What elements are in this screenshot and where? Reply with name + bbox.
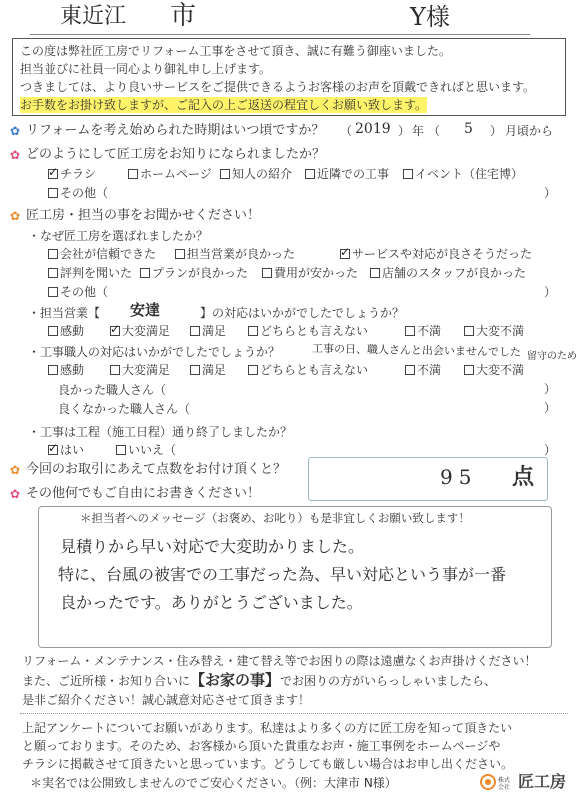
checkbox-icon[interactable] bbox=[248, 365, 258, 375]
logo-name: 匠工房 bbox=[518, 772, 567, 791]
divider bbox=[20, 713, 568, 714]
score-value[interactable]: 95 bbox=[440, 465, 478, 489]
craft-scale-very-satisfied[interactable]: 大変満足 bbox=[110, 363, 170, 377]
q2-option-other[interactable]: その他（ bbox=[48, 186, 108, 200]
footer1-line-3: 是非ご紹介ください！誠心誠意対応させて頂きます！ bbox=[22, 693, 311, 707]
checkbox-icon[interactable] bbox=[48, 365, 58, 375]
checkbox-icon[interactable] bbox=[48, 188, 58, 198]
q3-sub2-prefix: ・担当営業【 bbox=[28, 306, 101, 320]
schedule-no[interactable]: いいえ（ bbox=[116, 443, 176, 457]
q2-option-nearby[interactable]: 近隣での工事 bbox=[305, 167, 389, 181]
bad-craftsman-label: 良くなかった職人さん（ bbox=[58, 402, 191, 416]
company-logo-icon bbox=[480, 774, 496, 790]
checkbox-icon[interactable] bbox=[405, 365, 415, 375]
checkbox-icon[interactable] bbox=[464, 365, 474, 375]
checkbox-icon[interactable] bbox=[48, 326, 58, 336]
intro-line-4: お手数をお掛け致しますが、ご記入の上ご返送の程宜しくお願い致します。 bbox=[20, 98, 428, 112]
score-unit: 点 bbox=[512, 465, 535, 490]
location-name: 東近江 bbox=[60, 4, 127, 29]
craft-scale-satisfied[interactable]: 満足 bbox=[190, 363, 226, 377]
q3-reason-service[interactable]: ✓ サービスや対応が良さそうだった bbox=[340, 247, 532, 261]
q3-reason-staff[interactable]: 店舗のスタッフが良かった bbox=[370, 266, 526, 280]
flower-icon: ✿ bbox=[10, 124, 21, 138]
q4-label: 今回のお取引にあえて点数をお付け頂くと？ bbox=[26, 462, 287, 477]
sales-rep-name[interactable]: 安達 bbox=[130, 301, 161, 319]
checkbox-icon[interactable] bbox=[110, 365, 120, 375]
q1-month[interactable]: 5 bbox=[464, 121, 473, 137]
city-suffix: 市 bbox=[170, 1, 197, 31]
q3-sub4-label: ・工事は工程（施工日程）通り終了しましたか？ bbox=[28, 425, 293, 439]
q2-option-event[interactable]: イベント（住宅博） bbox=[403, 167, 523, 181]
q3-sub1-label: ・なぜ匠工房を選ばれましたか？ bbox=[28, 229, 209, 243]
q1-close-paren-month: ） bbox=[490, 124, 503, 138]
q2-option-referral[interactable]: 知人の紹介 bbox=[220, 167, 292, 181]
checkbox-icon[interactable] bbox=[190, 326, 200, 336]
checkbox-icon[interactable] bbox=[262, 268, 272, 278]
schedule-no-close: ） bbox=[544, 443, 557, 457]
intro-line-3: つきましては、より良いサービスをご提供できるようお客様のお声を頂戴できればと思います。 bbox=[20, 80, 536, 94]
q5-label: その他何でもご自由にお書きください！ bbox=[26, 486, 261, 501]
q1-open-paren: （ bbox=[340, 124, 353, 138]
footer2-line-1: 上記アンケートについてお願いがあります。私達はより多くの方に匠工房を知って頂きたい bbox=[22, 721, 513, 735]
flower-icon: ✿ bbox=[10, 463, 21, 477]
craft-scale-very-dissatisfied[interactable]: 大変不満 bbox=[464, 363, 524, 377]
intro-line-1: この度は弊社匠工房でリフォーム工事をさせて頂き、誠に有難う御座いました。 bbox=[20, 44, 451, 58]
q1-open-paren-month: （ bbox=[428, 124, 441, 138]
checkbox-checked-icon[interactable] bbox=[340, 249, 350, 259]
q3-reason-trust[interactable]: 会社が信頼できた bbox=[48, 247, 156, 261]
craftsman-note-2: 留守のため bbox=[527, 351, 577, 362]
checkbox-icon[interactable] bbox=[128, 169, 138, 179]
checkbox-icon[interactable] bbox=[116, 445, 126, 455]
q1-month-unit: 月頃から bbox=[505, 124, 554, 138]
q1-year[interactable]: 2019 bbox=[355, 121, 391, 137]
checkbox-checked-icon[interactable] bbox=[48, 445, 58, 455]
checkbox-icon[interactable] bbox=[220, 169, 230, 179]
flower-icon: ✿ bbox=[10, 209, 21, 223]
craft-scale-neutral[interactable]: どちらとも言えない bbox=[248, 363, 368, 377]
q2-other-close: ） bbox=[544, 186, 557, 200]
craft-scale-dissatisfied[interactable]: 不満 bbox=[405, 363, 441, 377]
intro-line-2: 担当並びに社員一同心より御礼申し上げます。 bbox=[20, 62, 272, 76]
craftsman-note: 工事の日、職人さんと出会いませんでした bbox=[311, 342, 522, 359]
q3-sub3-label: ・工事職人の対応はいかがでしたでしょうか？ bbox=[28, 345, 281, 359]
checkbox-icon[interactable] bbox=[48, 268, 58, 278]
q2-option-flyer[interactable]: ✓チラシ bbox=[48, 167, 96, 181]
schedule-yes[interactable]: ✓はい bbox=[48, 443, 84, 457]
header-underline bbox=[30, 34, 530, 35]
q3-label: 匠工房・担当の事をお聞かせください！ bbox=[26, 208, 261, 223]
footer2-line-2: と願っております。そのため、お客様から頂いた貴重なお声・施工事例をホームページや bbox=[22, 739, 501, 753]
checkbox-icon[interactable] bbox=[464, 326, 474, 336]
q3-reason-other[interactable]: その他（ bbox=[48, 285, 108, 299]
q3-reason-sales[interactable]: 担当営業が良かった bbox=[175, 247, 295, 261]
sales-scale-satisfied[interactable]: 満足 bbox=[190, 324, 226, 338]
checkbox-checked-icon[interactable] bbox=[110, 326, 120, 336]
sales-scale-moved[interactable]: 感動 bbox=[48, 324, 84, 338]
good-craftsman-label: 良かった職人さん（ bbox=[58, 383, 167, 397]
flower-icon: ✿ bbox=[10, 148, 21, 162]
bad-craftsman-close: ） bbox=[544, 401, 557, 415]
q1-close-paren: ） bbox=[398, 124, 411, 138]
checkbox-icon[interactable] bbox=[305, 169, 315, 179]
checkbox-checked-icon[interactable] bbox=[48, 169, 58, 179]
flower-icon: ✿ bbox=[10, 487, 21, 501]
customer-name: Y様 bbox=[410, 3, 450, 31]
checkbox-icon[interactable] bbox=[140, 268, 150, 278]
comment-line-1: 見積りから早い対応で大変助かりました。 bbox=[60, 537, 365, 556]
footer2-line-3: チラシに掲載させて頂きたいと思っています。どうしても厳しい場合はお申し出ください。 bbox=[22, 757, 514, 771]
sales-scale-very-dissatisfied[interactable]: 大変不満 bbox=[464, 324, 524, 338]
sales-scale-dissatisfied[interactable]: 不満 bbox=[405, 324, 441, 338]
footer2-line-4: ＊実名では公開致しませんのでご安心ください。（例：大津市 N様） bbox=[30, 776, 397, 790]
q1-year-unit: 年 bbox=[412, 124, 425, 138]
q1-label: リフォームを考え始められた時期はいつ頃ですか？ bbox=[26, 123, 325, 138]
comment-line-2: 特に、台風の被害での工事だった為、早い対応という事が一番 bbox=[58, 565, 507, 584]
sales-scale-neutral[interactable]: どちらとも言えない bbox=[248, 324, 368, 338]
good-craftsman-close: ） bbox=[544, 382, 557, 396]
checkbox-icon[interactable] bbox=[370, 268, 380, 278]
checkbox-icon[interactable] bbox=[403, 169, 413, 179]
checkbox-icon[interactable] bbox=[248, 326, 258, 336]
q3-reason-reputation[interactable]: 評判を聞いた bbox=[48, 266, 132, 280]
q3-sub2-suffix: 】の対応はいかがでしたでしょうか？ bbox=[200, 306, 405, 320]
q2-label: どのようにして匠工房をお知りになられましたか？ bbox=[26, 147, 326, 162]
footer1-line-1: リフォーム・メンテナンス・住み替え・建て替え等でお困りの際は遠慮なくお声掛けください！ bbox=[22, 654, 537, 668]
comment-line-3: 良かったです。ありがとうございました。 bbox=[60, 593, 363, 612]
q3-reason-other-close: ） bbox=[544, 285, 557, 299]
checkbox-icon[interactable] bbox=[48, 249, 58, 259]
checkbox-icon[interactable] bbox=[48, 287, 58, 297]
q5-header: ＊担当者へのメッセージ（お褒め、お叱り）も是非宜しくお願い致します！ bbox=[80, 511, 470, 525]
checkbox-icon[interactable] bbox=[405, 326, 415, 336]
craft-scale-moved[interactable]: 感動 bbox=[48, 363, 84, 377]
checkbox-icon[interactable] bbox=[175, 249, 185, 259]
q2-option-homepage[interactable]: ホームページ bbox=[128, 167, 212, 181]
checkbox-icon[interactable] bbox=[190, 365, 200, 375]
q3-reason-cost[interactable]: 費用が安かった bbox=[262, 266, 358, 280]
footer1-line-2: また、ご近所様・お知り合いに【お家の事】でお困りの方がいらっしゃいましたら、 bbox=[22, 671, 497, 689]
sales-scale-very-satisfied[interactable]: ✓ 大変満足 bbox=[110, 324, 170, 338]
q3-reason-plan[interactable]: プランが良かった bbox=[140, 266, 248, 280]
logo-small-text: 株式会社 bbox=[498, 777, 511, 791]
